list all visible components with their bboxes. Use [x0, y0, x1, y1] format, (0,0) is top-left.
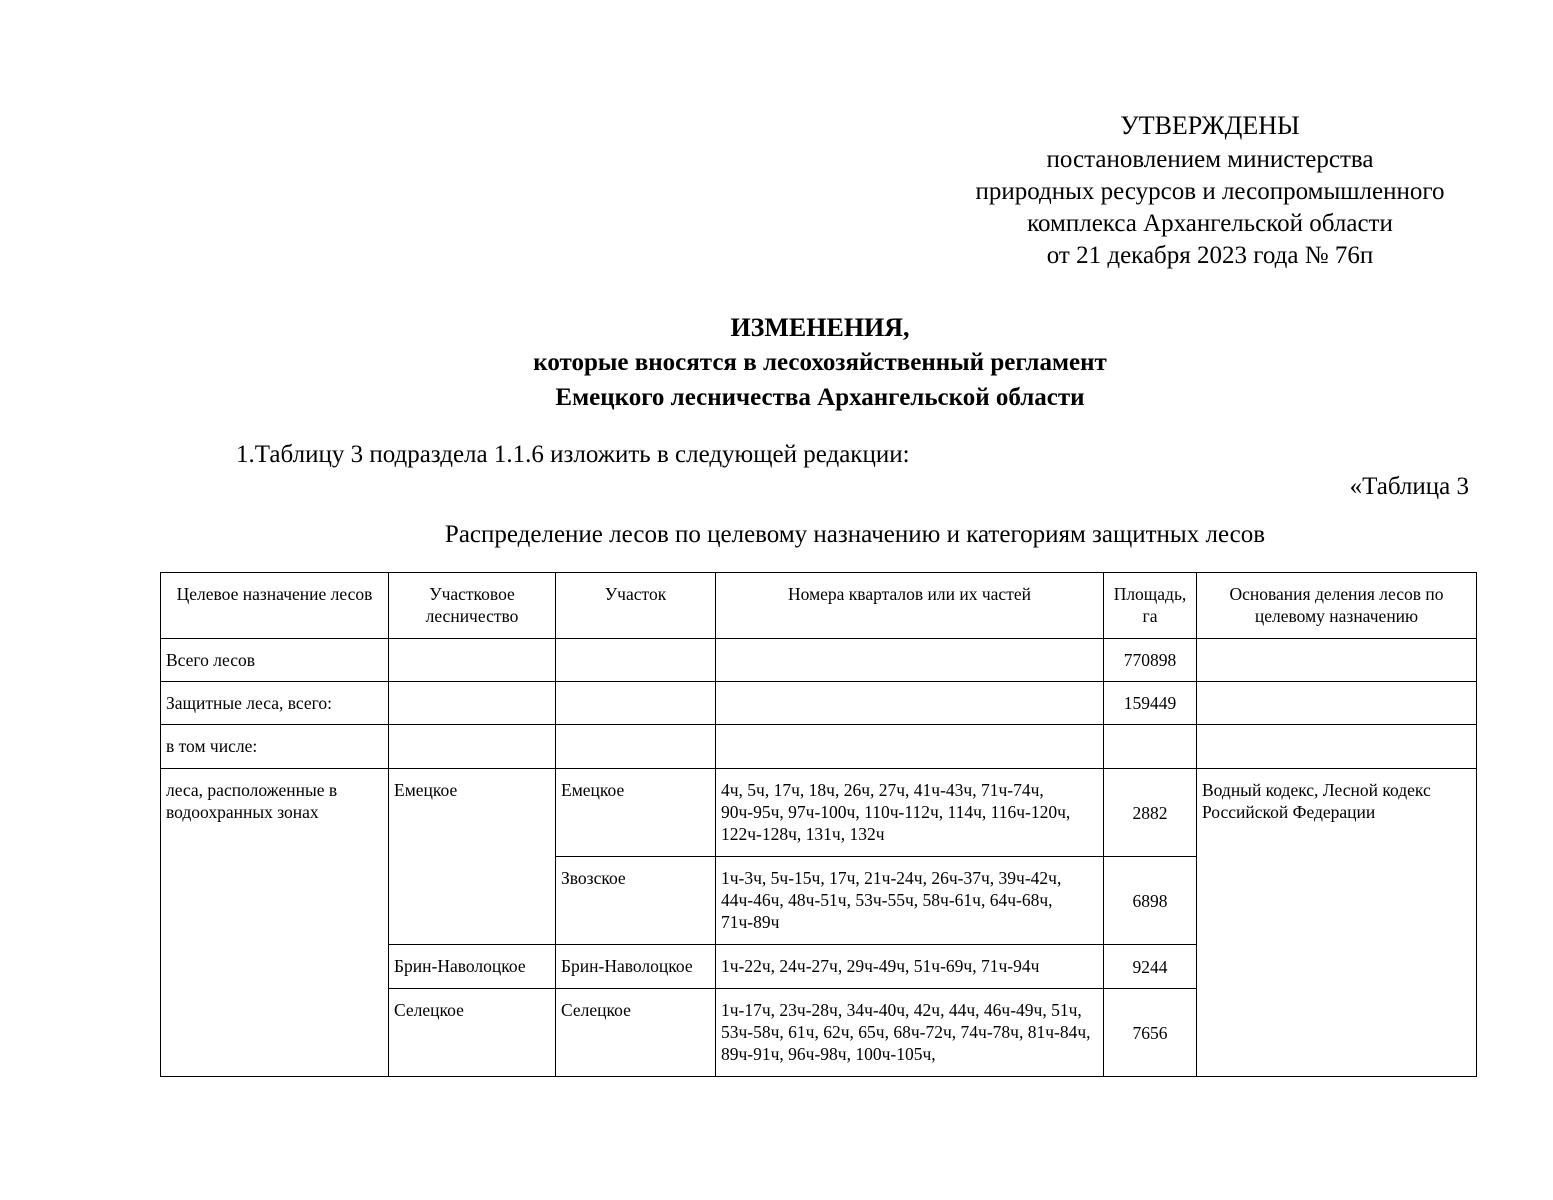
area-cell: 2882 — [1104, 769, 1197, 857]
empty-cell — [556, 725, 716, 769]
table-row — [161, 639, 1477, 682]
section-cell: Емецкое — [556, 769, 716, 857]
area-cell: 159449 — [1104, 682, 1197, 725]
district-cell: Селецкое — [389, 989, 556, 1077]
instruction-paragraph: 1.Таблицу 3 подраздела 1.1.6 изложить в следующей редакции: — [236, 441, 910, 468]
empty-cell — [1197, 639, 1477, 682]
empty-cell — [1197, 725, 1477, 769]
district-cell: Емецкое — [389, 769, 556, 945]
empty-cell — [716, 725, 1104, 769]
document-title-line: Емецкого лесничества Архангельской области — [555, 384, 1085, 411]
area-cell: 770898 — [1104, 639, 1197, 682]
document-title — [0, 310, 1553, 415]
document-title-main: ИЗМЕНЕНИЯ, — [730, 313, 910, 342]
quarters-cell: 1ч-22ч, 24ч-27ч, 29ч-49ч, 51ч-69ч, 71ч-94ч — [716, 945, 1104, 989]
basis-cell: Водный кодекс, Лесной кодекс Российской Федерации — [1197, 769, 1477, 1077]
section-cell: Селецкое — [556, 989, 716, 1077]
purpose-cell: Защитные леса, всего: — [161, 682, 389, 725]
header-cell: Номера кварталов или их частей — [716, 573, 1104, 639]
area-cell: 9244 — [1104, 945, 1197, 989]
quarters-cell: 4ч, 5ч, 17ч, 18ч, 26ч, 27ч, 41ч-43ч, 71ч-74ч, 90ч-95ч, 97ч-100ч, 110ч-112ч, 114ч, 116ч-120ч, 122ч-128ч, 131ч, 132ч — [716, 769, 1104, 857]
approval-date-line: от 21 декабря 2023 года № 76п — [1046, 242, 1374, 269]
table-caption: Распределение лесов по целевому назначению и категориям защитных лесов — [444, 521, 1266, 548]
table-row — [161, 769, 1477, 857]
quarters-cell: 1ч-3ч, 5ч-15ч, 17ч, 21ч-24ч, 26ч-37ч, 39ч-42ч, 44ч-46ч, 48ч-51ч, 53ч-55ч, 58ч-61ч, 64ч-68ч, 71ч-89ч — [716, 857, 1104, 945]
table-number: «Таблица 3 — [1349, 473, 1469, 500]
approval-line: природных ресурсов и лесопромышленного — [975, 178, 1445, 205]
table-header-row — [161, 573, 1477, 639]
purpose-cell: Всего лесов — [161, 639, 389, 682]
approval-line: постановлением министерства — [1046, 146, 1374, 173]
area-cell: 7656 — [1104, 989, 1197, 1077]
approval-line: комплекса Архангельской области — [1027, 210, 1393, 237]
empty-cell — [389, 682, 556, 725]
quarters-cell: 1ч-17ч, 23ч-28ч, 34ч-40ч, 42ч, 44ч, 46ч-49ч, 51ч, 53ч-58ч, 61ч, 62ч, 65ч, 68ч-72ч, 74ч-78ч, 81ч-84ч, 89ч-91ч, 96ч-98ч, 100ч-105ч, — [716, 989, 1104, 1077]
header-cell: Основания деления лесов по целевому назначению — [1197, 573, 1477, 639]
approval-title: УТВЕРЖДЕНЫ — [1120, 111, 1300, 140]
forest-distribution-table — [160, 572, 1477, 1077]
empty-cell — [389, 725, 556, 769]
purpose-cell: леса, расположенные в водоохранных зонах — [161, 769, 389, 1077]
empty-cell — [716, 639, 1104, 682]
empty-cell — [556, 639, 716, 682]
empty-cell — [716, 682, 1104, 725]
header-cell: Участковое лесничество — [389, 573, 556, 639]
header-cell: Участок — [556, 573, 716, 639]
area-cell: 6898 — [1104, 857, 1197, 945]
empty-cell — [389, 639, 556, 682]
empty-cell — [1197, 682, 1477, 725]
document-title-line: которые вносятся в лесохозяйственный регламент — [533, 349, 1107, 376]
header-cell: Площадь, га — [1104, 573, 1197, 639]
section-cell: Звозское — [556, 857, 716, 945]
table-row — [161, 725, 1477, 769]
section-cell: Брин-Наволоцкое — [556, 945, 716, 989]
approval-block — [930, 110, 1490, 272]
table-row — [161, 682, 1477, 725]
district-cell: Брин-Наволоцкое — [389, 945, 556, 989]
area-cell — [1104, 725, 1197, 769]
header-cell: Целевое назначение лесов — [161, 573, 389, 639]
purpose-cell: в том числе: — [161, 725, 389, 769]
empty-cell — [556, 682, 716, 725]
